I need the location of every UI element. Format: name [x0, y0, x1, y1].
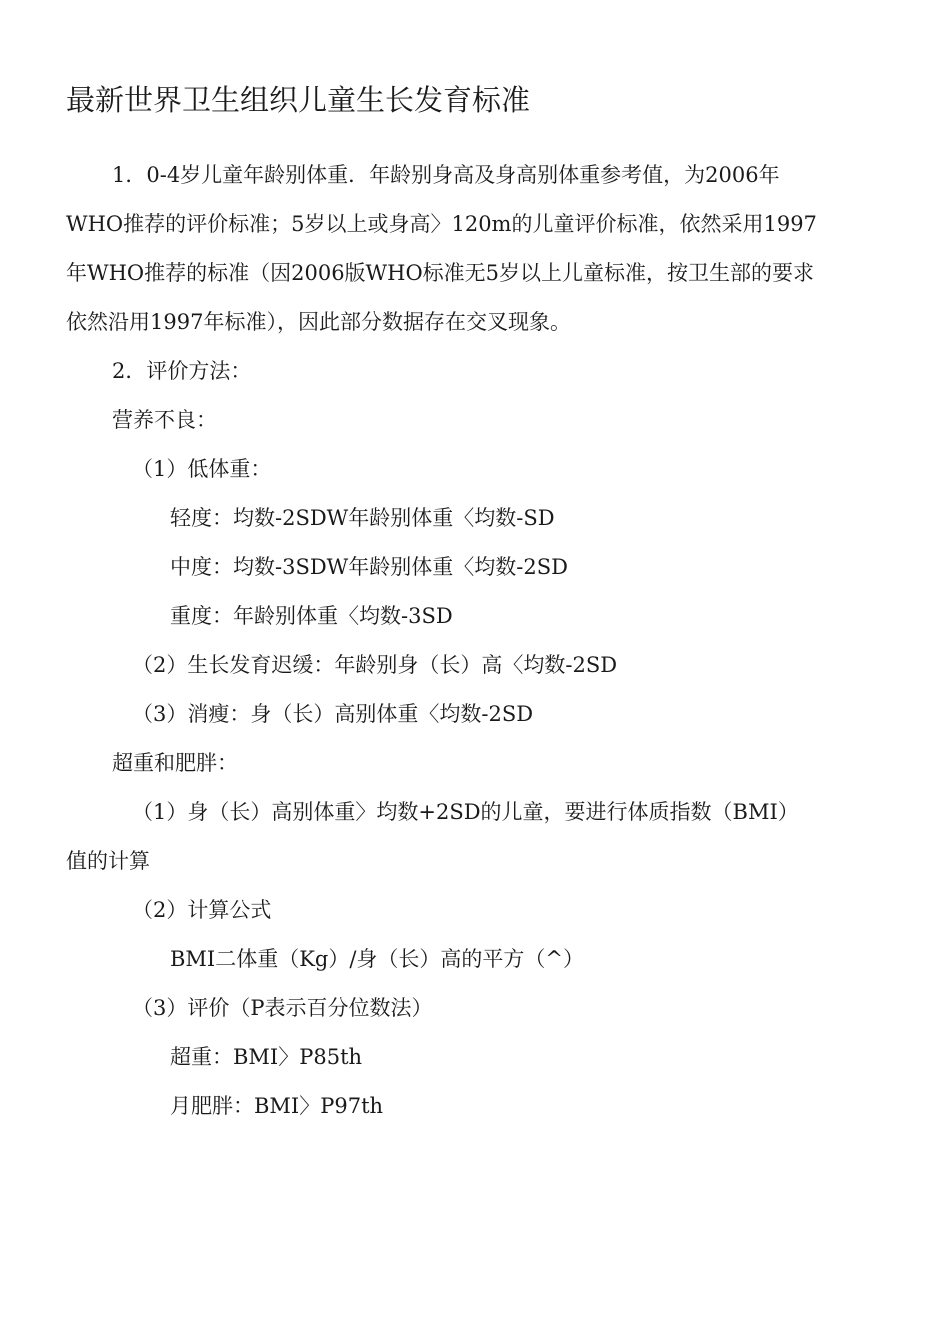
- underweight-mild: 轻度：均数-2SDW年龄别体重〈均数-SD: [170, 506, 555, 530]
- method-heading: 2．评价方法：: [112, 359, 252, 383]
- bmi-item-1-line-1: （1）身（长）高别体重〉均数+2SD的儿童，要进行体质指数（BMI）: [132, 800, 799, 824]
- document-title: 最新世界卫生组织儿童生长发育标准: [66, 83, 531, 117]
- paragraph-1-line-3: 年WHO推荐的标准（因2006版WHO标准无5岁以上儿童标准，按卫生部的要求: [66, 261, 815, 285]
- evaluation-heading: （3）评价（P表示百分位数法）: [132, 996, 433, 1020]
- malnutrition-heading: 营养不良：: [112, 408, 217, 432]
- bmi-item-1-line-2: 值的计算: [66, 849, 150, 873]
- underweight-moderate: 中度：均数-3SDW年龄别体重〈均数-2SD: [170, 555, 568, 579]
- bmi-formula: BMI二体重（Kg）/身（长）高的平方（^）: [170, 947, 585, 971]
- underweight-heading: （1）低体重：: [132, 457, 272, 481]
- formula-heading: （2）计算公式: [132, 898, 272, 922]
- stunting-item: （2）生长发育迟缓：年龄别身（长）高〈均数-2SD: [132, 653, 618, 677]
- obesity-criterion: 月肥胖：BMI〉P97th: [170, 1094, 384, 1118]
- overweight-obesity-heading: 超重和肥胖：: [112, 751, 238, 775]
- wasting-item: （3）消瘦：身（长）高别体重〈均数-2SD: [132, 702, 534, 726]
- overweight-criterion: 超重：BMI〉P85th: [170, 1045, 363, 1069]
- paragraph-1-line-4: 依然沿用1997年标准），因此部分数据存在交叉现象。: [66, 310, 571, 334]
- paragraph-1-line-2: WHO推荐的评价标准；5岁以上或身高〉120m的儿童评价标准，依然采用1997: [66, 212, 817, 236]
- paragraph-1-line-1: 1．0-4岁儿童年龄别体重．年龄别身高及身高别体重参考值，为2006年: [112, 163, 780, 187]
- underweight-severe: 重度：年龄别体重〈均数-3SD: [170, 604, 453, 628]
